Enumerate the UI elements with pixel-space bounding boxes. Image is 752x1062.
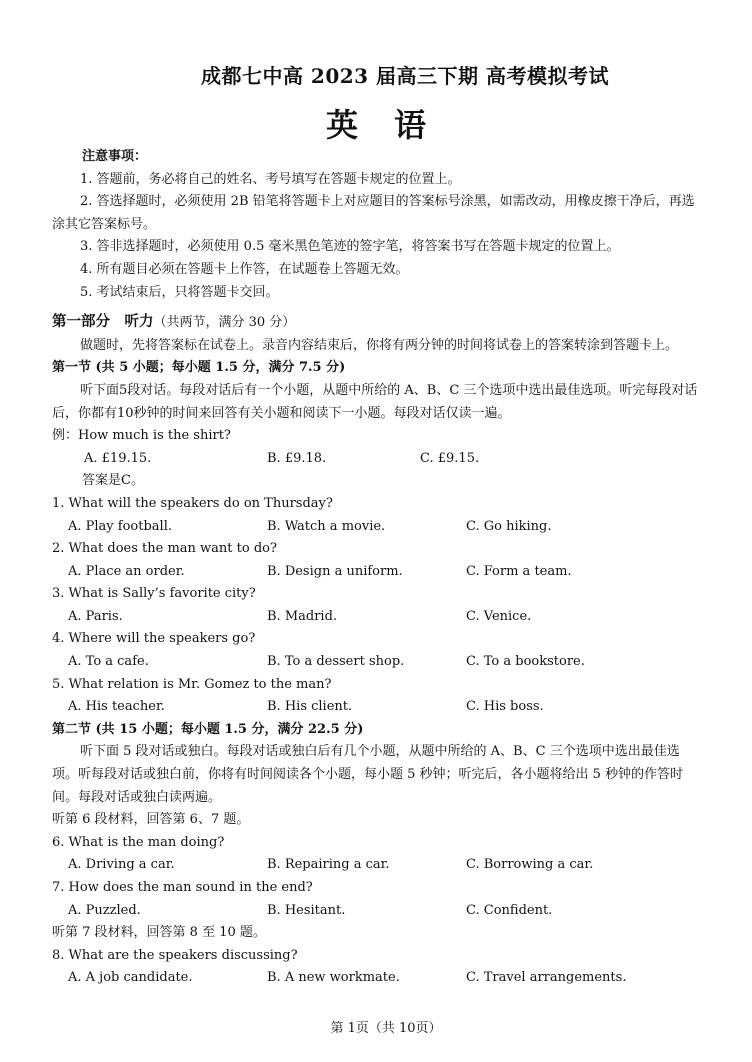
option-c: C. Go hiking.	[466, 518, 552, 534]
option-b: B. Repairing a car.	[267, 857, 390, 873]
section1-title: 第一节 (共 5 小题；每小题 1.5 分，满分 7.5 分)	[52, 360, 346, 376]
option-b: B. A new workmate.	[267, 970, 400, 986]
question-1: 1. What will the speakers do on Thursday?	[52, 495, 333, 511]
section2-instruction: 听下面 5 段对话或独白。每段对话或独白后有几个小题，从题中所给的 A、B、C 三个选项中选出最佳选项。听每段对话或独白前，你将有时间阅读各个小题，每小题 5 秒钟；听完后，各小题将给出 5 秒钟的作答时间。每段对话或独白读两遍。	[52, 744, 684, 805]
option-c: C. Confident.	[466, 902, 553, 918]
option-b: B. His client.	[267, 699, 353, 715]
question-2: 2. What does the man want to do?	[52, 541, 277, 557]
notes-heading: 注意事项：	[82, 149, 148, 164]
note-item-5: 5. 考试结束后，只将答题卡交回。	[80, 284, 279, 300]
option-a: A. Puzzled.	[68, 902, 141, 918]
option-b: B. To a dessert shop.	[267, 654, 405, 670]
material-7-note: 听第 7 段材料，回答第 8 至 10 题。	[52, 925, 266, 941]
option-b: B. Hesitant.	[267, 902, 346, 918]
example-question: 例：How much is the shirt?	[52, 428, 231, 444]
part1-instruction: 做题时，先将答案标在试卷上。录音内容结束后，你将有两分钟的时间将试卷上的答案转涂到答题卡上。	[80, 337, 679, 353]
option-b: B. Design a uniform.	[267, 563, 403, 579]
exam-title: 成都七中高 2023 届高三下期 高考模拟考试	[200, 64, 610, 88]
option-c: C. His boss.	[466, 699, 544, 715]
option-a: A. Play football.	[68, 518, 172, 534]
exam-content	[52, 146, 702, 990]
note-item-2: 2. 答选择题时，必须使用 2B 铅笔将答题卡上对应题目的答案标号涂黑，如需改动，用橡皮擦干净后，再选涂其它答案标号。	[52, 194, 695, 232]
question-6-options	[52, 854, 702, 877]
question-5: 5. What relation is Mr. Gomez to the man?	[52, 676, 332, 692]
option-a: A. A job candidate.	[68, 970, 193, 986]
option-a: A. To a cafe.	[68, 654, 149, 670]
option-b: B. Madrid.	[267, 608, 338, 624]
question-2-options	[52, 561, 702, 584]
section1-instruction: 听下面5段对话。每段对话后有一个小题，从题中所给的 A、B、C 三个选项中选出最佳选项。听完每段对话后，你都有10秒钟的时间来回答有关小题和阅读下一小题。每段对话仅读一遍。	[52, 382, 698, 421]
section2-title: 第二节 (共 15 小题；每小题 1.5 分，满分 22.5 分)	[52, 721, 364, 737]
example-option-b: B. £9.18.	[267, 450, 327, 466]
subject-title: 英语	[325, 106, 462, 144]
example-option-c: C. £9.15.	[420, 450, 480, 466]
question-7: 7. How does the man sound in the end?	[52, 880, 313, 895]
question-3: 3. What is Sally’s favorite city?	[52, 586, 256, 602]
note-item-4: 4. 所有题目必须在答题卡上作答，在试题卷上答题无效。	[80, 261, 409, 277]
question-3-options	[52, 606, 702, 629]
option-c: C. To a bookstore.	[466, 654, 585, 670]
option-c: C. Borrowing a car.	[466, 857, 594, 873]
example-option-a: A. £19.15.	[84, 450, 152, 466]
question-8-options	[52, 967, 702, 990]
option-c: C. Travel arrangements.	[466, 970, 627, 986]
option-a: A. Driving a car.	[68, 857, 175, 873]
part1-title: 第一部分 听力	[52, 313, 154, 331]
question-4-options	[52, 651, 702, 674]
part1-heading	[52, 311, 702, 335]
option-c: C. Venice.	[466, 608, 532, 624]
note-item-1: 1. 答题前，务必将自己的姓名、考号填写在答题卡规定的位置上。	[80, 171, 461, 187]
part1-subtitle: （共两节，满分 30 分）	[153, 315, 296, 331]
option-c: C. Form a team.	[466, 563, 572, 579]
question-4: 4. Where will the speakers go?	[52, 631, 256, 647]
question-5-options	[52, 696, 702, 719]
note-item-3: 3. 答非选择题时，必须使用 0.5 毫米黑色笔迹的签字笔，将答案书写在答题卡规定的位置上。	[80, 239, 620, 255]
option-a: A. His teacher.	[68, 699, 165, 715]
option-a: A. Place an order.	[68, 563, 185, 579]
example-options	[52, 448, 702, 471]
option-a: A. Paris.	[68, 608, 123, 624]
material-6-note: 听第 6 段材料，回答第 6、7 题。	[52, 812, 250, 828]
question-6: 6. What is the man doing?	[52, 834, 225, 850]
question-8: 8. What are the speakers discussing?	[52, 947, 298, 963]
question-1-options	[52, 516, 702, 539]
option-b: B. Watch a movie.	[267, 518, 386, 534]
example-answer: 答案是C。	[82, 473, 144, 489]
question-7-options	[52, 900, 702, 923]
page-number: 第 1页（共 10页）	[330, 1021, 442, 1036]
